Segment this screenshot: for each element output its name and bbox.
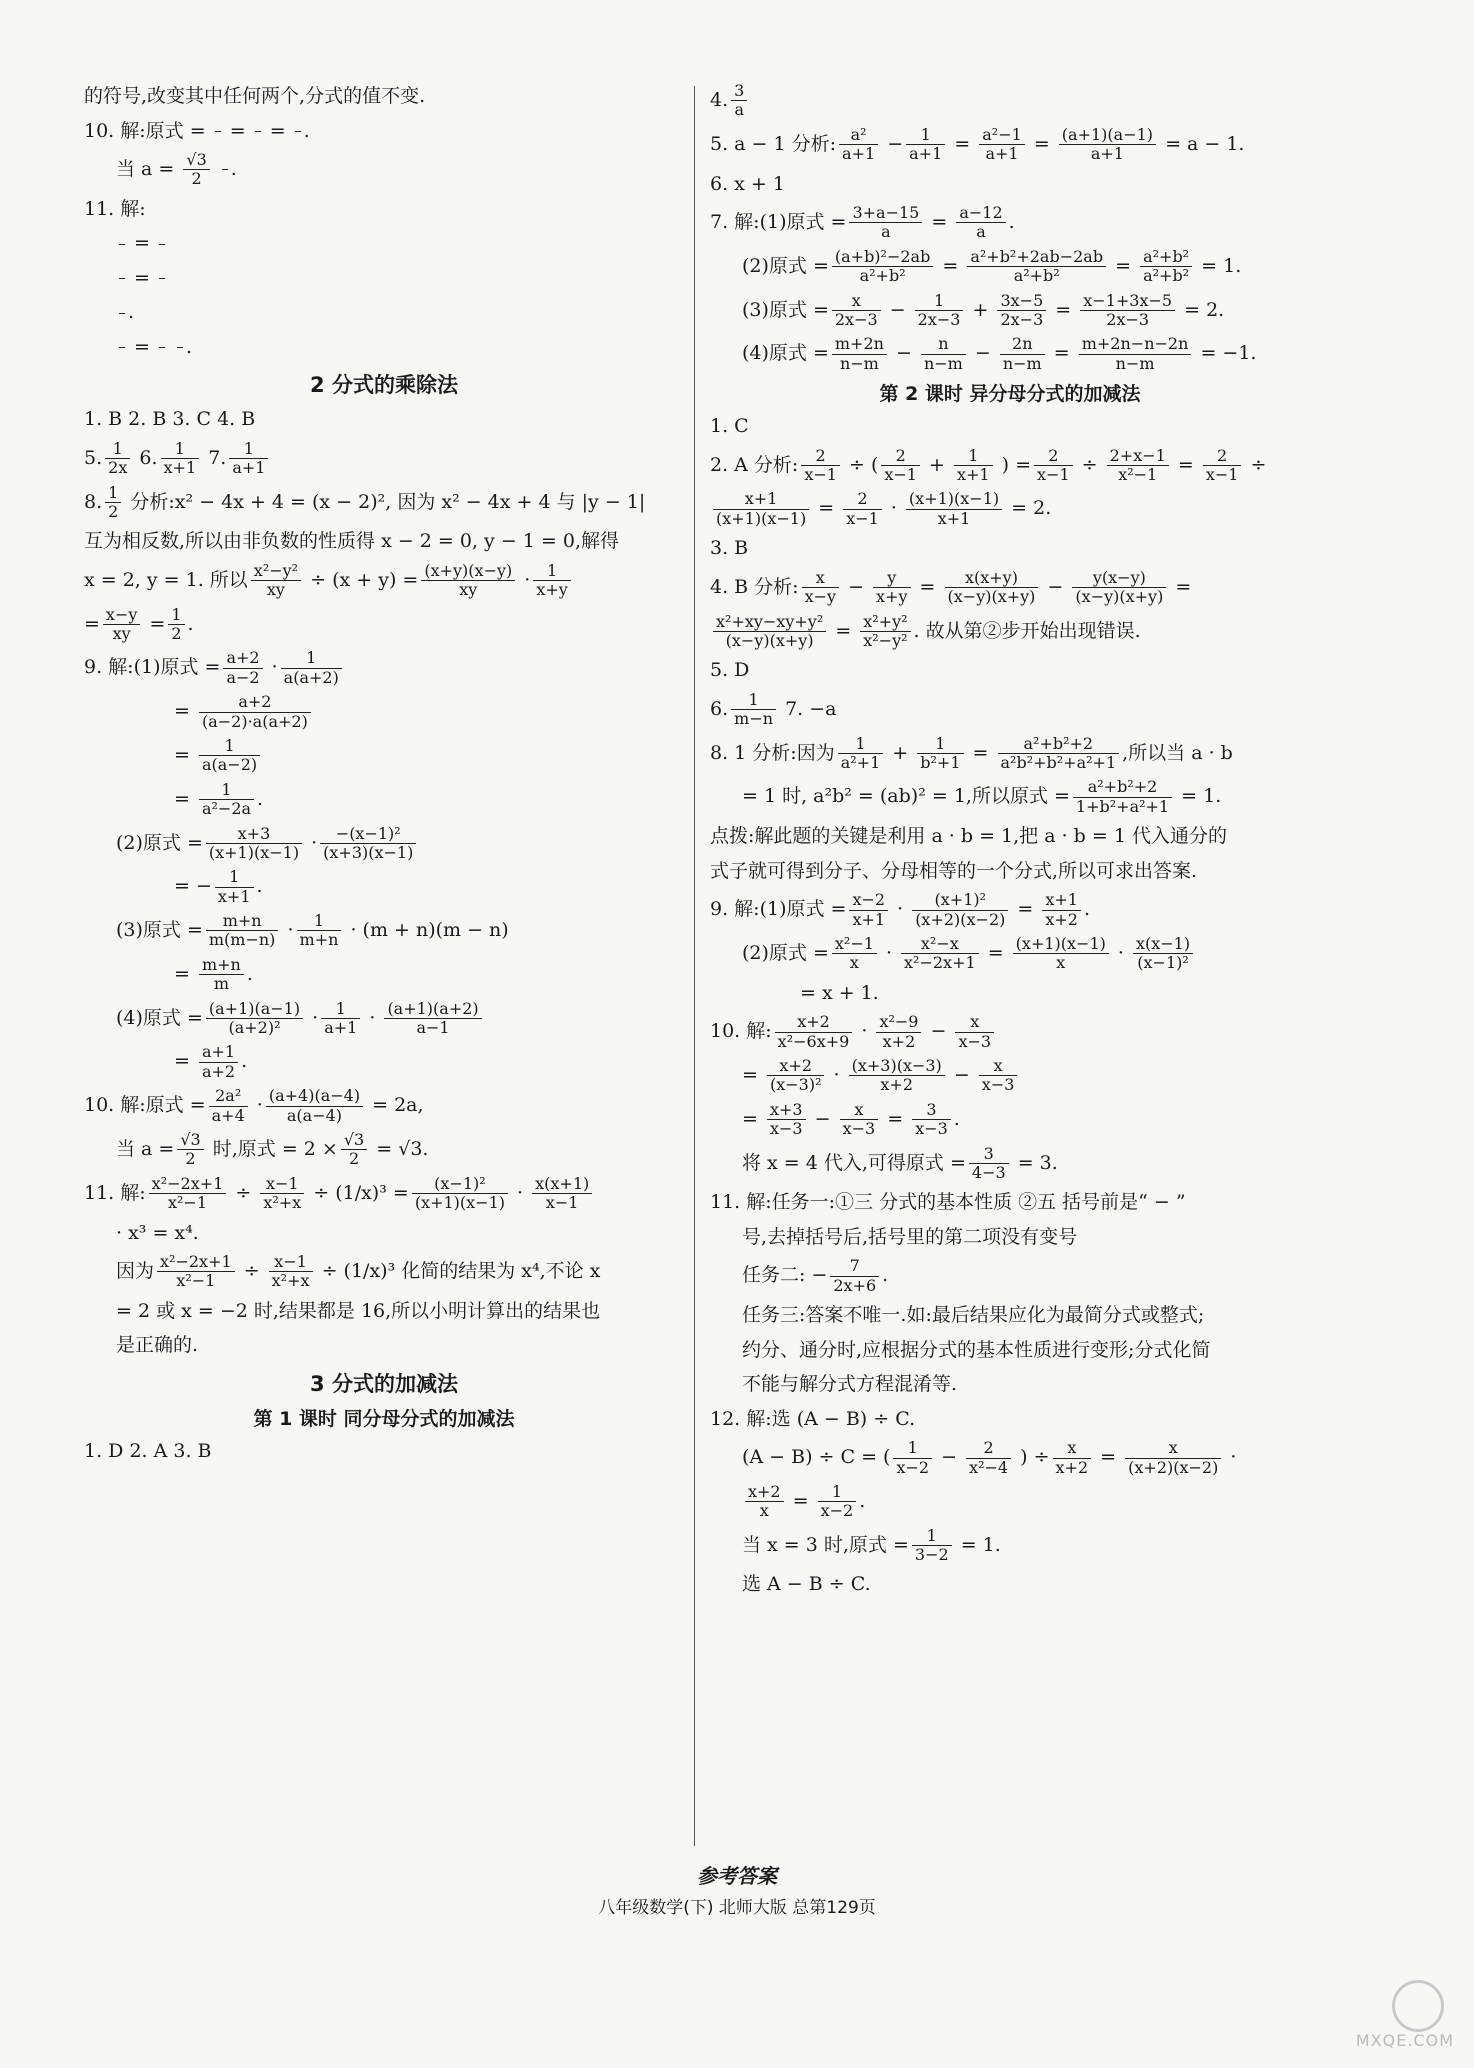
answer-12-step: $\frac{x+2}{x}$ = $\frac{1}{x-2}$ . [710, 1483, 1310, 1521]
section-title: 3 分式的加减法 [310, 1371, 458, 1396]
answer-9-3-step: = $\frac{m+n}{m}$ . [174, 954, 253, 994]
answer-11-item-5: = . [84, 333, 684, 362]
answer-8b: 8. 1 分析:因为 $\frac{1}{\text{a²+1}}$ + $\frac{1}{\text{b²+1}}$ = $\frac{\text{a²+b²+2}}{\text{a²b²+b²+a²+1}}$ ,所以当 a · b [710, 733, 1233, 772]
footer-subtitle: 八年级数学(下) 北师大版 总第129页 [598, 1898, 876, 1918]
text-line: 是正确的. [116, 1334, 199, 1357]
answer-9-4-step: = $\frac{a+1}{a+2}$ . [174, 1042, 248, 1081]
text-line: 互为相反数,所以由非负数的性质得 x − 2 = 0, y − 1 = 0,解得 [84, 530, 619, 553]
answers-1-3: 1. D 2. A 3. B [84, 1439, 212, 1462]
answer-4b-cont: $\frac{\text{x²+xy−xy+y²}}{(x-y)(x+y)}$ = $\frac{\text{x²+y²}}{\text{x²−y²}}$ . 故从第②步开始出现错误. [710, 613, 1310, 651]
answer-10b: 10. 解:原式 = $\frac{\text{2a²}}{a+4}$ · $\frac{(a+4)(a-4)}{a(a-4)}$ = 2a, [84, 1086, 424, 1125]
answer-9-4: (4)原式 = $\frac{(a+1)(a-1)}{\text{(a+2)²}}$ · $\frac{1}{a+1}$ · $\frac{(a+1)(a+2)}{a-1}$ [84, 1000, 684, 1038]
answer-11b: 11. 解: $\frac{\text{x²−2x+1}}{\text{x²−1}}$ ÷ $\frac{x-1}{\text{x²+x}}$ ÷ (1/x)³ = $\frac{\text{(x−1)²}}{(x+1)(x-1)}$ · $\frac{x(x+1)}{x-1}$ [84, 1175, 684, 1213]
answer-5b: 5. D [710, 659, 750, 682]
answers-5-7: 5. $\frac{1}{2x}$ 6. $\frac{1}{x+1}$ 7. $\frac{1}{a+1}$ [84, 440, 684, 478]
text-line: 号,去掉括号后,括号里的第二项没有变号 [742, 1225, 1078, 1248]
answer-10b-sub: 当 a = $\frac{√3}{2}$ 时,原式 = 2 × $\frac{√3}{2}$ = √3. [116, 1130, 429, 1169]
answer-10c-result: 将 x = 4 代入,可得原式 = $\frac{3}{4-3}$ = 3. [742, 1143, 1058, 1182]
answer-9-3: (3)原式 = $\frac{m+n}{m(m-n)}$ · $\frac{1}{m+n}$ · (m + n)(m − n) [116, 911, 509, 950]
answer-11-item-1: = [84, 229, 684, 258]
text-line: = 2 或 x = −2 时,结果都是 16,所以小明计算出的结果也 [116, 1299, 601, 1322]
answer-8b-cont: = 1 时, a²b² = (ab)² = 1,所以原式 = $\frac{\text{a²+b²+2}}{\text{1+b²+a²+1}}$ = 1. [742, 777, 1222, 816]
answer-8-result: = $\frac{x-y}{xy}$ = $\frac{1}{2}$ . [84, 604, 194, 644]
answer-9b-2: (2)原式 = $\frac{\text{x²−1}}{x}$ · $\frac{\text{x²−x}}{\text{x²−2x+1}}$ = $\frac{(x+1)(x-1)}{x}$ · $\frac{x(x-1)}{\text{(x−1)²}}$ [710, 935, 1310, 973]
answer-9-2: (2)原式 = $\frac{x+3}{(x+1)(x-1)}$ · $\frac{\text{−(x−1)²}}{(x+3)(x-1)}$ [84, 825, 684, 863]
answer-9-1-step: = $\frac{1}{a(a-2)}$ [84, 737, 684, 775]
left-column [84, 82, 684, 1471]
answer-6: 6. x + 1 [710, 172, 785, 195]
answer-8: 8. $\frac{1}{2}$ 分析:x² − 4x + 4 = (x − 2)², 因为 x² − 4x + 4 与 |y − 1| [84, 482, 646, 521]
answer-3: 3. B [710, 537, 749, 560]
answer-10-sub: 当 a = $\frac{√3}{2}$ . [116, 150, 237, 189]
subsection-title: 第 2 课时 异分母分式的加减法 [879, 383, 1141, 406]
answer-6-7: 6. $\frac{1}{m-n}$ 7. −a [710, 689, 837, 729]
watermark-logo [1304, 1980, 1454, 2050]
answer-11: 11. 解: [84, 197, 146, 220]
answer-9-2-step: = − $\frac{1}{x+1}$ . [174, 867, 263, 906]
column-divider [694, 86, 695, 1846]
answer-4b: 4. B 分析: $\frac{x}{x-y}$ − $\frac{y}{x+y}$ = $\frac{x(x+y)}{(x-y)(x+y)}$ − $\frac{y(x-y)}{(x-y)(x+y)}$ = [710, 567, 1192, 607]
answer-10c-step: = $\frac{x+2}{\text{(x−3)²}}$ · $\frac{(x+3)(x-3)}{x+2}$ − $\frac{x}{x-3}$ [710, 1057, 1310, 1095]
answer-12-result: 当 x = 3 时,原式 = $\frac{1}{3-2}$ = 1. [742, 1525, 1001, 1565]
answers-1-4: 1. B 2. B 3. C 4. B [84, 408, 256, 431]
answer-10c: 10. 解: $\frac{x+2}{\text{x²−6x+9}}$ · $\frac{\text{x²−9}}{x+2}$ − $\frac{x}{x-3}$ [710, 1013, 1310, 1051]
text-line: 的符号,改变其中任何两个,分式的值不变. [84, 85, 426, 107]
answer-9-1-step: = $\frac{a+2}{(a-2)\cdot a(a+2)}$ [84, 693, 684, 731]
answer-1: 1. C [710, 415, 749, 438]
answer-10c-step: = $\frac{x+3}{x-3}$ − $\frac{x}{x-3}$ = $\frac{3}{x-3}$ . [742, 1099, 960, 1139]
answer-8-calc: x = 2, y = 1. 所以 $\frac{\text{x²−y²}}{xy}$ ÷ (x + y) = $\frac{(x+y)(x-y)}{xy}$ · $\frac{1}{x+y}$ [84, 562, 684, 600]
text-line: 不能与解分式方程混淆等. [742, 1373, 958, 1396]
watermark-text: MXQE.COM [1355, 2031, 1454, 2050]
answer-9b-1: 9. 解:(1)原式 = $\frac{x-2}{x+1}$ · $\frac{\text{(x+1)²}}{(x+2)(x-2)}$ = $\frac{x+1}{x+2}$ . [710, 890, 1091, 929]
answer-10: 10. 解:原式 = = = . [84, 119, 310, 142]
answer-9-1: 9. 解:(1)原式 = $\frac{a+2}{a-2}$ · $\frac{1}{a(a+2)}$ [84, 649, 684, 687]
answer-7-4: (4)原式 = $\frac{m+2n}{n-m}$ − $\frac{n}{n-m}$ − $\frac{2n}{n-m}$ = $\frac{m+2n-n-2n}{n-m}$ = −1. [742, 334, 1257, 373]
answer-12-alt: 选 A − B ÷ C. [742, 1573, 871, 1596]
answer-11-item-4: . [84, 298, 684, 327]
subsection-title: 第 1 课时 同分母分式的加减法 [253, 1407, 515, 1430]
text-line: · x³ = x⁴. [116, 1221, 199, 1244]
hint-text: 式子就可得到分子、分母相等的一个分式,所以可求出答案. [710, 859, 1198, 882]
answer-7-1: 7. 解:(1)原式 = $\frac{3+a-15}{a}$ = $\frac{a-12}{a}$ . [710, 203, 1015, 242]
text-line: 约分、通分时,应根据分式的基本性质进行变形;分式化简 [742, 1338, 1211, 1361]
answer-9-1-step: = $\frac{1}{\text{a²−2a}}$ . [174, 779, 264, 819]
answer-5: 5. a − 1 分析: $\frac{\text{a²}}{a+1}$ − $\frac{1}{a+1}$ = $\frac{\text{a²−1}}{a+1}$ = $\frac{(a+1)(a-1)}{a+1}$ = a − 1. [710, 124, 1245, 164]
text-line: 任务三:答案不唯一.如:最后结果应化为最简分式或整式; [742, 1304, 1205, 1327]
watermark-seal-icon [1392, 1980, 1444, 2032]
footer-title: 参考答案 [697, 1864, 777, 1888]
section-title: 2 分式的乘除法 [310, 373, 458, 398]
answer-9b-2-result: = x + 1. [800, 981, 879, 1004]
answer-2-cont: $\frac{x+1}{(x+1)(x-1)}$ = $\frac{2}{x-1}$ · $\frac{(x+1)(x-1)}{x+1}$ = 2. [710, 490, 1310, 528]
answer-11b-reason: 因为 $\frac{\text{x²−2x+1}}{\text{x²−1}}$ ÷ $\frac{x-1}{\text{x²+x}}$ ÷ (1/x)³ 化简的结果为 x⁴,不论 x [116, 1252, 601, 1291]
answer-7-3: (3)原式 = $\frac{x}{2x-3}$ − $\frac{1}{2x-3}$ + $\frac{3x-5}{2x-3}$ = $\frac{x-1+3x-5}{2x-3}$ = 2. [742, 290, 1225, 330]
answer-12: 12. 解:选 (A − B) ÷ C. [710, 1407, 916, 1430]
answer-11c: 11. 解:任务一:①三 分式的基本性质 ②五 括号前是“ − ” [710, 1191, 1186, 1214]
hint-text: 点拨:解此题的关键是利用 a · b = 1,把 a · b = 1 代入通分的 [710, 825, 1227, 848]
answer-7-2: (2)原式 = $\frac{\text{(a+b)²−2ab}}{\text{a²+b²}}$ = $\frac{\text{a²+b²+2ab−2ab}}{\text{a²+b²}}$ = $\frac{\text{a²+b²}}{\text{a²+b²}}$ = 1. [742, 246, 1242, 286]
answer-12-calc: (A − B) ÷ C = ( $\frac{1}{x-2}$ − $\frac{2}{\text{x²−4}}$ ) ÷ $\frac{x}{x+2}$ = $\frac{x}{(x+2)(x-2)}$ · [742, 1438, 1237, 1477]
answer-2: 2. A 分析: $\frac{2}{x-1}$ ÷ ( $\frac{2}{x-1}$ + $\frac{1}{x+1}$ ) = $\frac{2}{x-1}$ ÷ $\frac{2+x-1}{\text{x²−1}}$ = $\frac{2}{x-1}$ ÷ [710, 445, 1267, 485]
answer-11-item-3: = [84, 264, 684, 293]
answer-4: 4. $\frac{3}{a}$ [710, 82, 1310, 120]
answer-11c-task2: 任务二: − $\frac{7}{2x+6}$ . [742, 1256, 889, 1295]
right-column [710, 82, 1310, 1605]
